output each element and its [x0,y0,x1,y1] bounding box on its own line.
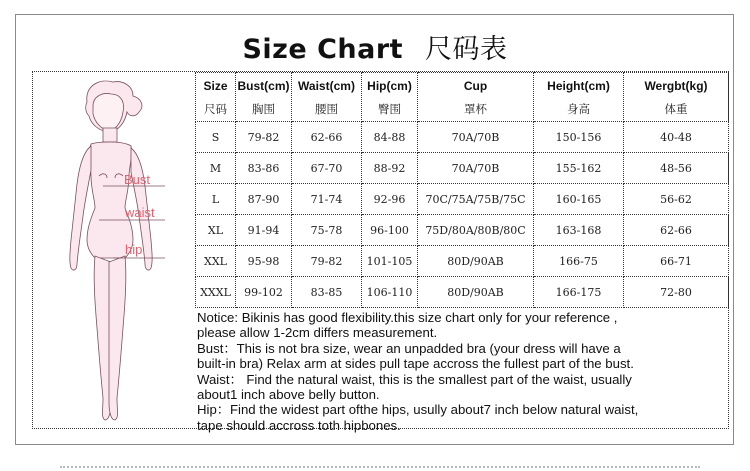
measurement-notes [197,310,727,433]
table-cell: 80D/90AB [418,246,534,277]
table-cell: 72-80 [624,277,729,308]
table-cell: 79-82 [292,246,362,277]
hip-note-line-1: Hip：Find the widest part ofthe hips, usully about7 inch below natural waist, [197,402,639,418]
table-cell: 96-100 [362,215,418,246]
table-cell: 160-165 [534,184,624,215]
neck-shape [103,128,117,142]
waist-label: waist [125,205,155,220]
notice-line-2: please allow 1-2cm differs measurement. [197,325,438,341]
left-leg-shape [94,256,111,420]
page-title [0,34,750,65]
header-cell-waist: Waist(cm) 腰围 [292,73,362,122]
table-cell: 71-74 [292,184,362,215]
bust-note-line-1: Bust：This is not bra size, wear an unpadded bra (your dress will have a [197,340,621,356]
left-arm-shape [70,146,91,270]
table-cell: 106-110 [362,277,418,308]
header-cell-bust: Bust(cm) 胸围 [236,73,292,122]
table-cell: 101-105 [362,246,418,277]
bust-note-line-2: built-in bra) Relax arm at sides pull tape accross the fullest part of the bust. [197,356,634,372]
table-cell: 155-162 [534,153,624,184]
waist-note-line-1: Waist： Find the natural waist, this is the smallest part of the waist, usually [197,371,632,387]
table-cell: XL [196,215,236,246]
table-cell: L [196,184,236,215]
table-cell: XXXL [196,277,236,308]
table-cell: 87-90 [236,184,292,215]
title-english: Size Chart [242,34,404,65]
table-cell: 83-86 [236,153,292,184]
bust-label: Bust [124,172,151,187]
table-cell: 67-70 [292,153,362,184]
table-cell: 70A/70B [418,153,534,184]
table-row [196,215,729,246]
body-silhouette-illustration [33,72,193,428]
table-cell: 80D/90AB [418,277,534,308]
table-header-row [196,73,729,122]
table-cell: 75-78 [292,215,362,246]
table-cell: 84-88 [362,122,418,153]
table-row [196,184,729,215]
table-cell: S [196,122,236,153]
bottom-divider [60,466,700,468]
table-cell: 99-102 [236,277,292,308]
header-cell-cup: Cup 罩杯 [418,73,534,122]
table-cell: 166-75 [534,246,624,277]
right-leg-shape [109,256,126,420]
table-cell: 166-175 [534,277,624,308]
table-row [196,122,729,153]
hip-note-line-2: tape should accross toth hipbones. [197,417,401,433]
torso-shape [87,142,133,258]
waist-note-line-2: about1 inch above belly button. [197,387,380,403]
body-figure [33,72,193,428]
table-cell: 83-85 [292,277,362,308]
header-cell-weight: Wergbt(kg) 体重 [624,73,729,122]
table-cell: 48-56 [624,153,729,184]
hip-label: hip [125,242,143,257]
table-cell: 150-156 [534,122,624,153]
notice-line-1: Notice: Bikinis has good flexibility.this size chart only for your reference , [197,310,618,325]
table-row [196,153,729,184]
table-row [196,246,729,277]
table-cell: 40-48 [624,122,729,153]
table-cell: 70C/75A/75B/75C [418,184,534,215]
table-cell: 70A/70B [418,122,534,153]
table-cell: 88-92 [362,153,418,184]
table-cell: 62-66 [624,215,729,246]
header-cell-height: Height(cm) 身高 [534,73,624,122]
table-cell: M [196,153,236,184]
table-row [196,277,729,308]
table-cell: 91-94 [236,215,292,246]
table-cell: 79-82 [236,122,292,153]
table-cell: 95-98 [236,246,292,277]
size-table [195,72,729,308]
table-cell: 75D/80A/80B/80C [418,215,534,246]
table-cell: 56-62 [624,184,729,215]
header-cell-hip: Hip(cm) 臀围 [362,73,418,122]
table-cell: 163-168 [534,215,624,246]
table-cell: 66-71 [624,246,729,277]
title-chinese: 尺码表 [425,34,508,65]
header-cell-size: Size 尺码 [196,73,236,122]
table-cell: XXL [196,246,236,277]
table-cell: 62-66 [292,122,362,153]
table-cell: 92-96 [362,184,418,215]
